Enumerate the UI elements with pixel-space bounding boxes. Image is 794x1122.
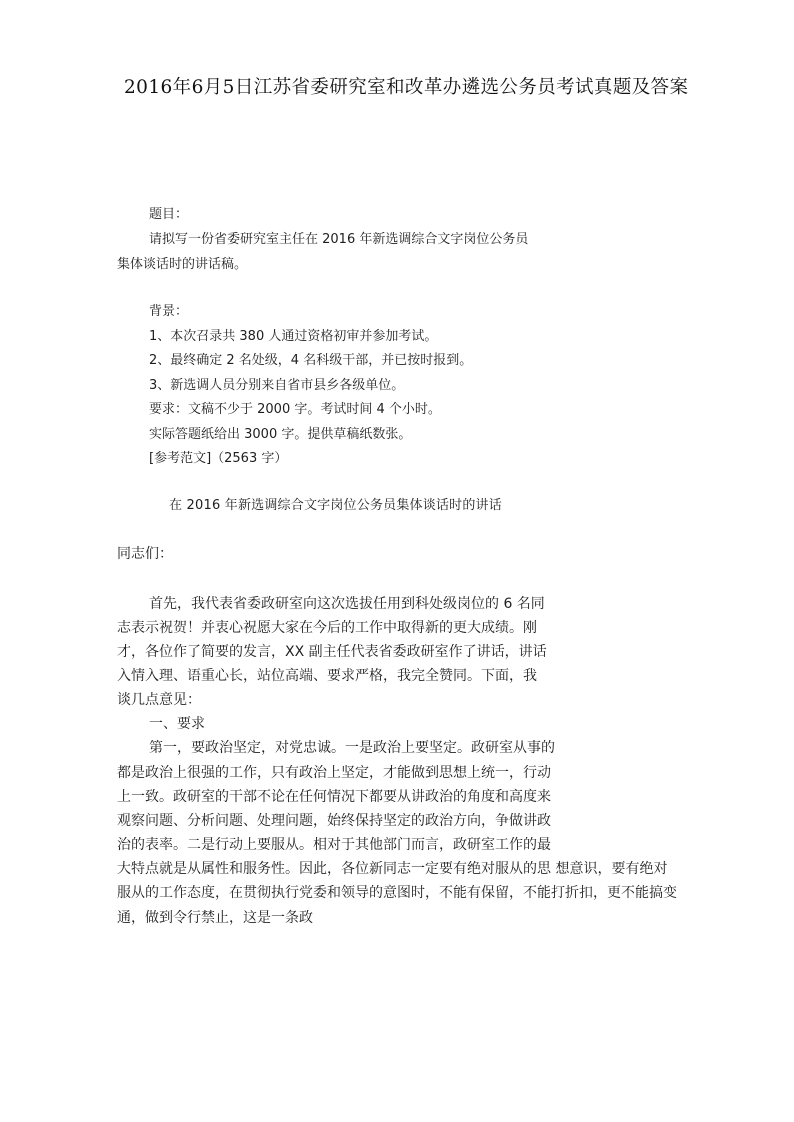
- background-label: 背景：: [149, 304, 189, 319]
- reference-label: [参考范文]（2563 字）: [149, 451, 288, 466]
- paragraph-line: 通，做到令行禁止，这是一条政: [117, 910, 313, 926]
- background-item: 2、最终确定 2 名处级，4 名科级干部，并已按时报到。: [149, 353, 473, 368]
- paragraph-line: 志表示祝贺！并衷心祝愿大家在今后的工作中取得新的更大成绩。刚: [117, 620, 537, 636]
- paragraph-line: 大特点就是从属性和服务性。因此，各位新同志一定要有绝对服从的思 想意识，要有绝对: [117, 861, 668, 877]
- paragraph-line: 第一，要政治坚定，对党忠诚。一是政治上要坚定。政研室从事的: [149, 740, 555, 756]
- paragraph-line: 谈几点意见：: [117, 692, 201, 708]
- paragraph-line: 观察问题、分析问题、处理问题，始终保持坚定的政治方向，争做讲政: [117, 813, 551, 829]
- section-heading: 一、要求: [149, 716, 205, 732]
- paragraph-line: 治的表率。二是行动上要服从。相对于其他部门而言，政研室工作的最: [117, 837, 551, 853]
- salutation: 同志们：: [117, 546, 173, 562]
- paragraph-line: 服从的工作态度，在贯彻执行党委和领导的意图时，不能有保留，不能打折扣，更不能搞变: [117, 885, 677, 901]
- paragraph-line: 首先，我代表省委政研室向这次选拔任用到科处级岗位的 6 名同: [149, 596, 545, 612]
- paragraph-line: 都是政治上很强的工作，只有政治上坚定，才能做到思想上统一，行动: [117, 765, 551, 781]
- background-item: 3、新选调人员分别来自省市县乡各级单位。: [149, 378, 405, 393]
- background-item: 1、本次召录共 380 人通过资格初审并参加考试。: [149, 329, 438, 344]
- requirement-text: 要求：文稿不少于 2000 字。考试时间 4 个小时。: [149, 402, 441, 417]
- paragraph-line: 上一致。政研室的干部不论在任何情况下都要从讲政治的角度和高度来: [117, 789, 551, 805]
- paragraph-line: 入情入理、语重心长，站位高端、要求严格，我完全赞同。下面，我: [117, 668, 537, 684]
- document-title: 2016年6月5日江苏省委研究室和改革办遴选公务员考试真题及答案: [124, 77, 689, 98]
- paper-note: 实际答题纸给出 3000 字。提供草稿纸数张。: [149, 427, 412, 442]
- question-line: 请拟写一份省委研究室主任在 2016 年新选调综合文字岗位公务员: [149, 232, 529, 247]
- question-line: 集体谈话时的讲话稿。: [117, 257, 248, 272]
- paragraph-line: 才，各位作了简要的发言，XX 副主任代表省委政研室作了讲话，讲话: [117, 644, 547, 660]
- question-label: 题目：: [149, 207, 189, 222]
- speech-heading: 在 2016 年新选调综合文字岗位公务员集体谈话时的讲话: [169, 498, 502, 513]
